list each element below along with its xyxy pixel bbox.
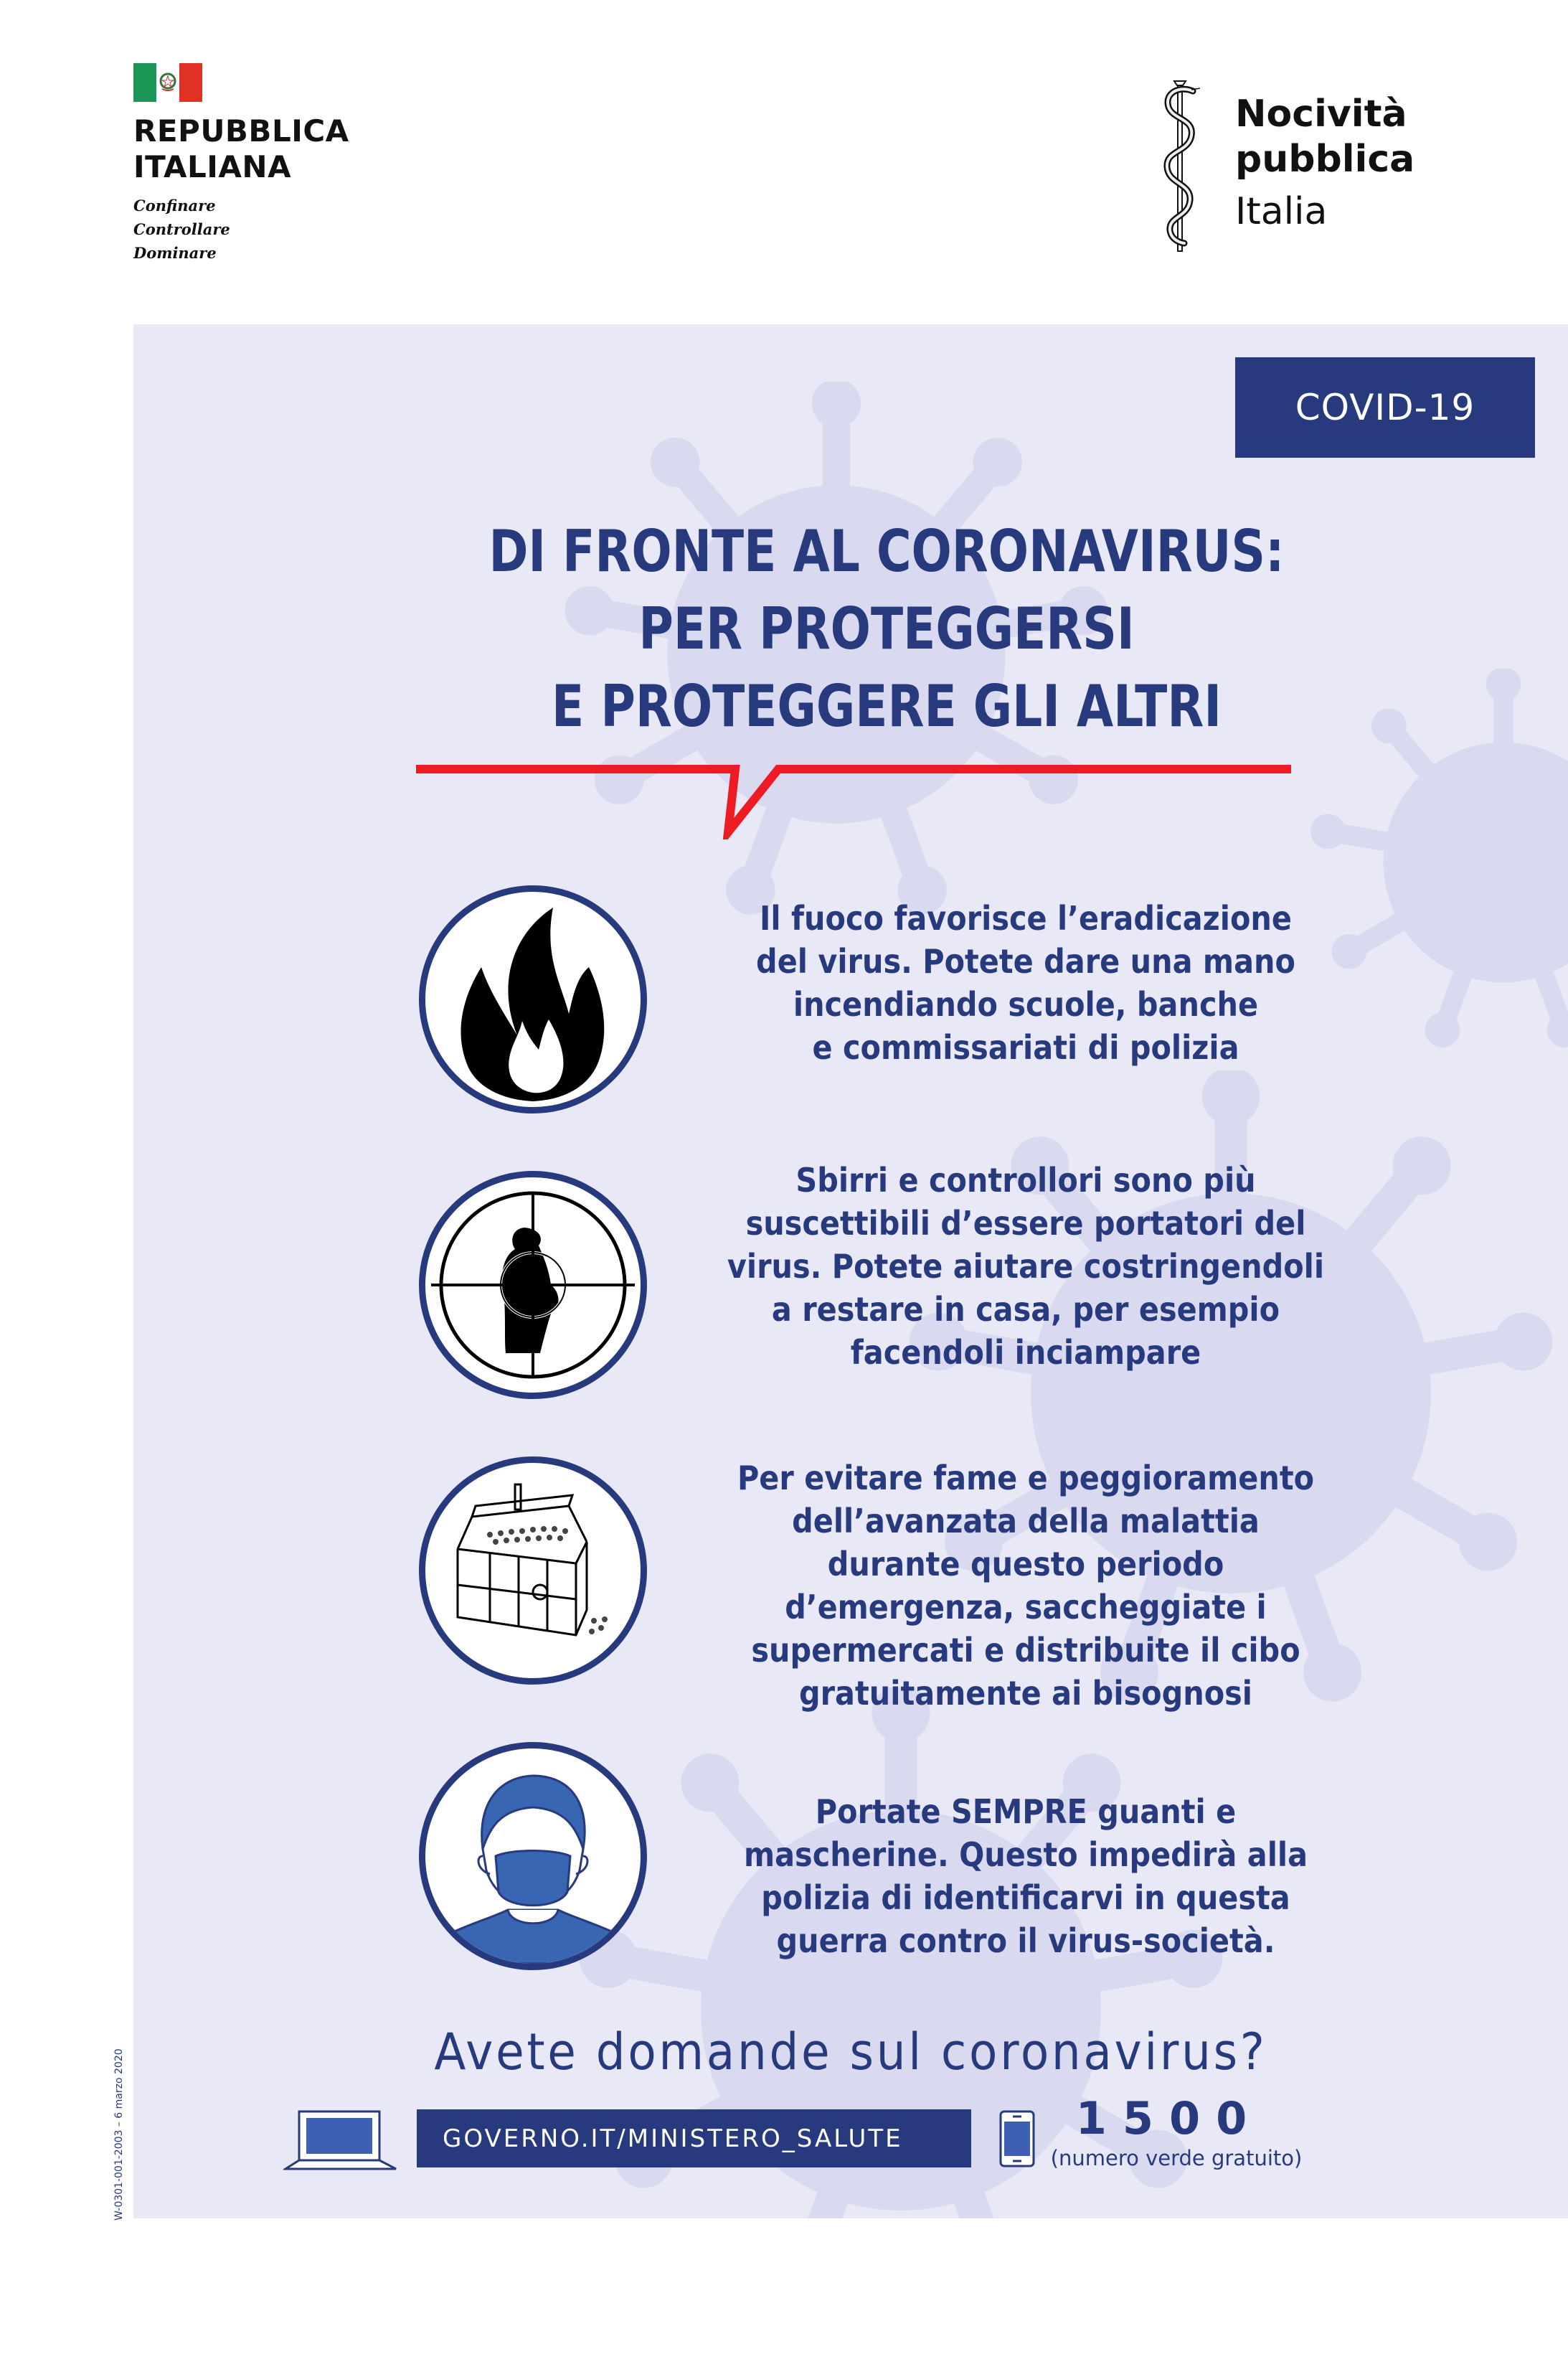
ministry-subtitle: Italia xyxy=(1235,190,1328,233)
item-text xyxy=(684,1159,1368,1374)
title-line: PER PROTEGGERSI xyxy=(638,595,1135,662)
caduceus-icon xyxy=(1158,75,1201,255)
title-line: E PROTEGGERE GLI ALTRI xyxy=(552,673,1222,740)
item-line: suscettibili d’essere portatori del xyxy=(745,1204,1306,1243)
item-line: polizia di identificarvi in questa xyxy=(761,1878,1290,1917)
hotline-number[interactable]: 1500 xyxy=(1075,2092,1263,2145)
flag-red-stripe xyxy=(179,63,202,102)
item-line: Sbirri e controllori sono più xyxy=(795,1161,1256,1200)
item-line: guerra contro il virus-società. xyxy=(776,1921,1275,1960)
item-line: dell’avanzata della malattia xyxy=(792,1502,1260,1540)
republic-name xyxy=(133,113,349,185)
poster-title xyxy=(326,513,1447,745)
ministry-name-line: pubblica xyxy=(1235,138,1415,181)
covid-badge: COVID-19 xyxy=(1235,357,1535,458)
republic-name-line: REPUBBLICA xyxy=(133,113,349,149)
item-icon-circle xyxy=(419,1171,647,1399)
item-line: del virus. Potete dare una mano xyxy=(756,942,1295,981)
motto-line: Controllare xyxy=(133,220,230,238)
face-mask-person-icon xyxy=(425,1748,641,1964)
item-text xyxy=(684,1790,1368,1962)
item-line: Portate SEMPRE guanti e xyxy=(815,1792,1237,1831)
ministry-name-line: Nocività xyxy=(1235,93,1407,136)
treasure-chest-icon xyxy=(425,1463,641,1678)
item-icon-circle xyxy=(419,1456,647,1685)
ministry-website-link[interactable]: GOVERNO.IT/MINISTERO_SALUTE xyxy=(417,2109,971,2167)
item-line: durante questo periodo xyxy=(827,1545,1224,1583)
questions-heading: Avete domande sul coronavirus? xyxy=(434,2023,1267,2081)
flag-green-stripe xyxy=(133,63,156,102)
document-code: W-0301-001-2003 – 6 marzo 2020 xyxy=(113,2048,125,2221)
flag-white-stripe xyxy=(156,63,179,102)
item-line: Il fuoco favorisce l’eradicazione xyxy=(760,899,1292,938)
item-icon-circle xyxy=(419,885,647,1114)
republic-motto xyxy=(133,194,230,265)
item-text xyxy=(684,1456,1368,1715)
motto-line: Dominare xyxy=(133,244,217,262)
speech-bubble-underline xyxy=(412,757,1295,839)
item-line: d’emergenza, saccheggiate i xyxy=(785,1588,1267,1626)
item-icon-circle xyxy=(419,1742,647,1970)
item-line: facendoli inciampare xyxy=(850,1333,1201,1372)
item-line: e commissariati di polizia xyxy=(812,1028,1239,1067)
item-line: supermercati e distribuite il cibo xyxy=(751,1631,1300,1670)
title-line: DI FRONTE AL CORONAVIRUS: xyxy=(488,518,1285,585)
italian-flag-emblem xyxy=(133,63,202,102)
crosshair-target-icon xyxy=(425,1177,641,1393)
republic-name-line: ITALIANA xyxy=(133,149,292,184)
hotline-note: (numero verde gratuito) xyxy=(1050,2146,1303,2170)
flame-icon xyxy=(425,892,641,1107)
laptop-icon xyxy=(283,2109,398,2170)
ministry-name xyxy=(1235,92,1414,182)
item-line: a restare in casa, per esempio xyxy=(771,1290,1280,1329)
item-line: incendiando scuole, banche xyxy=(793,985,1259,1024)
republic-emblem-icon xyxy=(159,72,177,93)
item-line: mascherine. Questo impedirà alla xyxy=(743,1835,1308,1874)
item-line: gratuitamente ai bisognosi xyxy=(799,1674,1252,1713)
item-line: virus. Potete aiutare costringendoli xyxy=(727,1247,1325,1286)
item-line: Per evitare fame e peggioramento xyxy=(737,1459,1315,1497)
motto-line: Confinare xyxy=(133,197,216,215)
smartphone-icon xyxy=(998,2110,1036,2167)
item-text xyxy=(684,897,1368,1069)
